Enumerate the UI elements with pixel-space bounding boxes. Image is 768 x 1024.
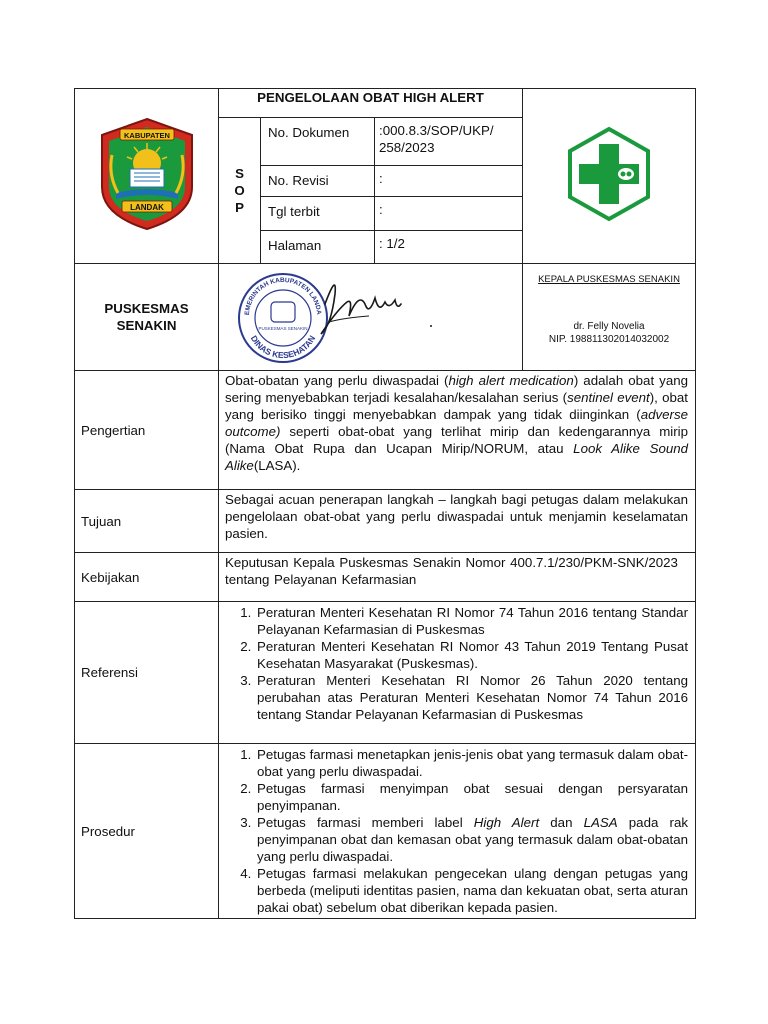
sop-letter-o: O (234, 183, 245, 198)
svg-text:DINAS KESEHATAN (249, 334, 317, 360)
puskesmas-name: PUSKESMAS SENAKIN (75, 264, 219, 371)
tgl-terbit-value: : (375, 197, 523, 231)
stamp-text-top: EMERINTAH KABUPATEN LANDA (243, 276, 323, 316)
document-title: PENGELOLAAN OBAT HIGH ALERT (219, 89, 523, 118)
pengertian-label: Pengertian (75, 371, 219, 490)
puskesmas-logo-cell (523, 89, 696, 264)
logo-text-bottom: LANDAK (129, 203, 164, 212)
kepala-nip: NIP. 198811302014032002 (548, 334, 670, 345)
prosedur-item: 4. Petugas farmasi melakukan pengecekan ulang dengan petugas yang berbeda (meliputi identitas pasien, nama dan kekuatan obat, serta aturan pakai obat) sebelum obat diberikan kepada pasien. (255, 865, 688, 916)
referensi-label: Referensi (75, 602, 219, 744)
kebijakan-label: Kebijakan (75, 553, 219, 602)
prosedur-label: Prosedur (75, 744, 219, 919)
referensi-item: 2. Peraturan Menteri Kesehatan RI Nomor 43 Tahun 2019 Tentang Pusat Kesehatan Masyarakat (Puskesmas). (255, 638, 688, 672)
sop-letters (219, 118, 261, 264)
prosedur-content (219, 744, 696, 919)
no-revisi-value: : (375, 166, 523, 197)
kebijakan-content: Keputusan Kepala Puskesmas Senakin Nomor 400.7.1/230/PKM-SNK/2023 tentang Pelayanan Kefarmasian (219, 553, 696, 602)
prosedur-item: 3. Petugas farmasi memberi label High Alert dan LASA pada rak penyimpanan obat dan kemasan obat yang termasuk dalam obat-obatan yang perlu diwaspadai. (255, 814, 688, 865)
tujuan-content: Sebagai acuan penerapan langkah – langkah bagi petugas dalam melakukan pengelolaan obat-obat yang perlu diwaspadai untuk menjamin keselamatan pasien. (219, 490, 696, 553)
no-dokumen-value: :000.8.3/SOP/UKP/ 258/2023 (375, 118, 523, 166)
kepala-name: dr. Felly Novelia (573, 321, 645, 332)
stamp-text-inner: PUSKESMAS SENAKIN (258, 326, 308, 331)
tgl-terbit-label: Tgl terbit (261, 197, 375, 231)
stamp-signature-cell (219, 264, 523, 371)
pengertian-content: Obat-obatan yang perlu diwaspadai (high alert medication) adalah obat yang sering menyebabkan terjadi kesalahan/kesalahan serius (sentinel event), obat yang berisiko tinggi menyebabkan dampak yang tidak diinginkan (adverse outcome) seperti obat-obat yang terlihat mirip dan kedengarannya mirip (Nama Obat Rupa dan Ucapan Mirip/NORUM, atau Look Alike Sound Alike(LASA). (219, 371, 696, 490)
halaman-value: : 1/2 (375, 231, 523, 264)
referensi-content (219, 602, 696, 744)
stamp-text-bottom: DINAS KESEHATAN (248, 333, 318, 361)
prosedur-list (225, 746, 688, 916)
kepala-cell (523, 264, 696, 371)
kabupaten-landak-logo-cell (75, 89, 219, 264)
referensi-item: 1. Peraturan Menteri Kesehatan RI Nomor 74 Tahun 2016 tentang Standar Pelayanan Kefarmasian di Puskesmas (255, 604, 688, 638)
official-stamp-and-signature (219, 264, 519, 366)
no-revisi-label: No. Revisi (261, 166, 375, 197)
logo-text-top: KABUPATEN (123, 131, 170, 140)
kabupaten-landak-logo (94, 115, 200, 233)
halaman-label: Halaman (261, 231, 375, 264)
referensi-item: 3. Peraturan Menteri Kesehatan RI Nomor 26 Tahun 2020 tentang perubahan atas Peraturan Menteri Kesehatan Nomor 74 Tahun 2016 tentang Standar Pelayanan Kefarmasian di Puskesmas (255, 672, 688, 723)
referensi-list (225, 604, 688, 723)
prosedur-item: 2. Petugas farmasi menyimpan obat sesuai dengan persyaratan penyimpanan. (255, 780, 688, 814)
sop-table (74, 88, 696, 919)
prosedur-item: 1. Petugas farmasi menetapkan jenis-jenis obat yang termasuk dalam obat-obat yang perlu diwaspadai. (255, 746, 688, 780)
sop-letter-p: P (235, 200, 244, 215)
no-dokumen-label: No. Dokumen (261, 118, 375, 166)
sop-document (74, 88, 695, 919)
kepala-title: KEPALA PUSKESMAS SENAKIN (538, 274, 680, 285)
tujuan-label: Tujuan (75, 490, 219, 553)
sop-letter-s: S (235, 166, 244, 181)
puskesmas-logo (564, 126, 654, 222)
